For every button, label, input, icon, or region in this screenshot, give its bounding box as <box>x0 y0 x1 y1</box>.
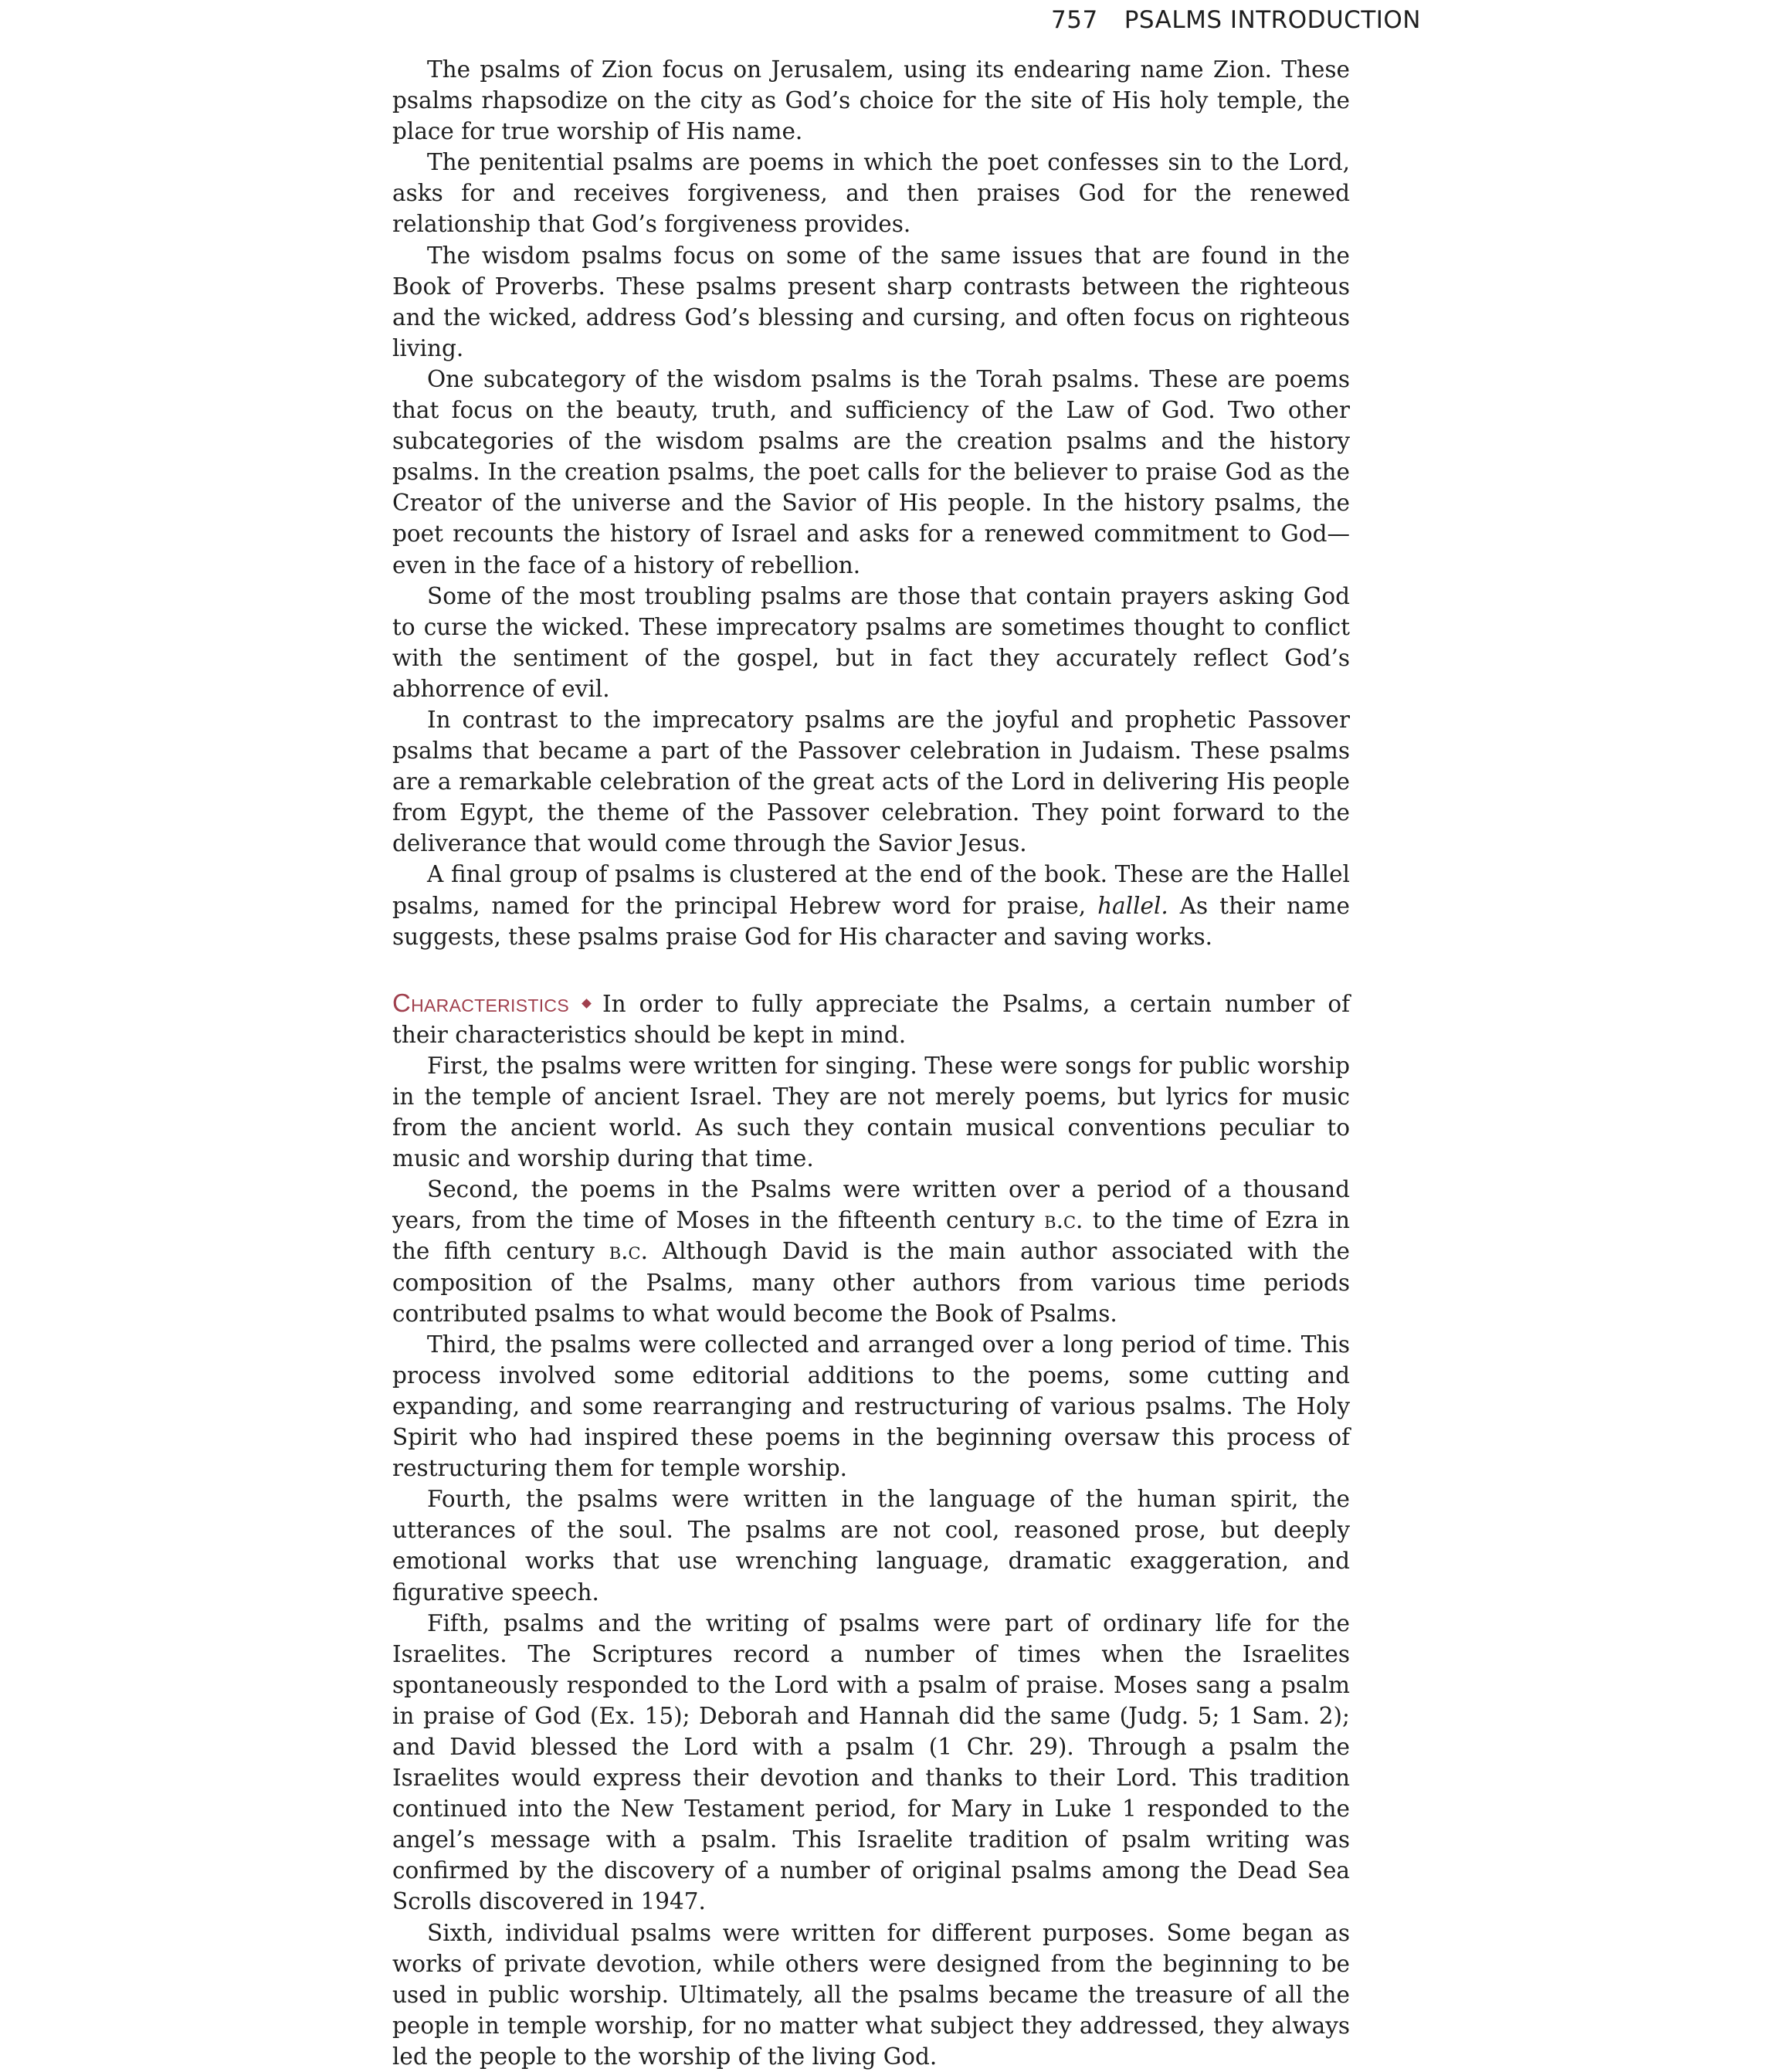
section-spacer <box>392 952 1350 988</box>
paragraph-third: Third, the psalms were collected and arranged over a long period of time. This process involved some editorial additions to the poems, some cutting and expanding, and some rearranging and restructuring of various psalms. The Holy Spirit who had inspired these poems in the beginning oversaw this process of restructuring them for temple worship. <box>392 1331 1350 1482</box>
era-abbreviation: b.c. <box>609 1238 649 1265</box>
diamond-icon <box>1107 17 1114 23</box>
diamond-icon <box>582 999 592 1009</box>
paragraph-penitential-psalms: The penitential psalms are poems in which the poet confesses sin to the Lord, asks for and receives forgiveness, and then praises God for the renewed relationship that God’s forgiveness provides. <box>392 149 1350 238</box>
paragraph-fifth: Fifth, psalms and the writing of psalms were part of ordinary life for the Israelites. The Scriptures record a number of times when the Israelites spontaneously responded to the Lord with a psalm of praise. Moses sang a psalm in praise of God (Ex. 15); Deborah and Hannah did the same (Judg. 5; 1 Sam. 2); and David blessed the Lord with a psalm (1 Chr. 29). Through a psalm the Israelites would express their devotion and thanks to their Lord. This tradition continued into the New Testament period, for Mary in Luke 1 responded to the angel’s message with a psalm. This Israelite tradition of psalm writing was confirmed by the discovery of a number of original psalms among the Dead Sea Scrolls discovered in 1947. <box>392 1609 1350 1915</box>
characteristics-lead-text: In order to fully appreciate the Psalms, a certain number of their characteristics should be kept in mind. <box>392 990 1350 1048</box>
paragraph-wisdom-psalms: The wisdom psalms focus on some of the same issues that are found in the Book of Proverbs. These psalms present sharp contrasts between the righteous and the wicked, address God’s blessing and cursing, and often focus on righteous living. <box>392 242 1350 361</box>
paragraph-imprecatory-psalms: Some of the most troubling psalms are those that contain prayers asking God to curse the wicked. These imprecatory psalms are sometimes thought to conflict with the sentiment of the gospel, but in fact they accurately reflect God’s abhorrence of evil. <box>392 582 1350 702</box>
section-heading-characteristics: Characteristics <box>392 988 569 1017</box>
running-head <box>1051 3 1421 37</box>
running-head-title: PSALMS INTRODUCTION <box>1124 6 1421 34</box>
characteristics-lead <box>392 988 1350 1050</box>
paragraph-torah-psalms: One subcategory of the wisdom psalms is the Torah psalms. These are poems that focus on the beauty, truth, and sufficiency of the Law of God. Two other subcategories of the wisdom psalms are the creation psalms and the history psalms. In the creation psalms, the poet calls for the believer to praise God as the Creator of the universe and the Savior of His people. In the history psalms, the poet recounts the history of Israel and asks for a renewed commitment to God—even in the face of a history of rebellion. <box>392 365 1350 578</box>
main-text <box>392 54 1350 2072</box>
paragraph-first: First, the psalms were written for singing. These were songs for public worship in the temple of ancient Israel. They are not merely poems, but lyrics for music from the ancient world. As such they contain musical conventions peculiar to music and worship during that time. <box>392 1052 1350 1172</box>
hallel-italic: hallel. <box>1097 892 1168 919</box>
paragraph-fourth: Fourth, the psalms were written in the language of the human spirit, the utterances of the soul. The psalms are not cool, reasoned prose, but deeply emotional works that use wrenching language, dramatic exaggeration, and figurative speech. <box>392 1486 1350 1606</box>
paragraph-hallel-psalms: A final group of psalms is clustered at the end of the book. These are the Hallel psalms, named for the principal Hebrew word for praise, hallel. As their name suggests, these psalms praise God for His character and saving works. <box>392 861 1350 950</box>
paragraph-sixth: Sixth, individual psalms were written for different purposes. Some began as works of private devotion, while others were designed from the beginning to be used in public worship. Ultimately, all the psalms became the treasure of all the people in temple worship, for no matter what subject they addressed, they always led the people to the worship of the living God. <box>392 1919 1350 2070</box>
paragraph-second: Second, the poems in the Psalms were written over a period of a thousand years, from the time of Moses in the fifteenth century b.c. to the time of Ezra in the fifth century b.c. Although David is the main author associated with the composition of the Psalms, many other authors from various time periods contributed psalms to what would become the Book of Psalms. <box>392 1176 1350 1327</box>
paragraph-zion-psalms: The psalms of Zion focus on Jerusalem, using its endearing name Zion. These psalms rhapsodize on the city as God’s choice for the site of His holy temple, the place for true worship of His name. <box>392 56 1350 145</box>
page-number: 757 <box>1051 6 1098 34</box>
era-abbreviation: b.c. <box>1044 1207 1083 1234</box>
paragraph-passover-psalms: In contrast to the imprecatory psalms are the joyful and prophetic Passover psalms that became a part of the Passover celebration in Judaism. These psalms are a remarkable celebration of the great acts of the Lord in delivering His people from Egypt, the theme of the Passover celebration. They point forward to the deliverance that would come through the Savior Jesus. <box>392 706 1350 857</box>
